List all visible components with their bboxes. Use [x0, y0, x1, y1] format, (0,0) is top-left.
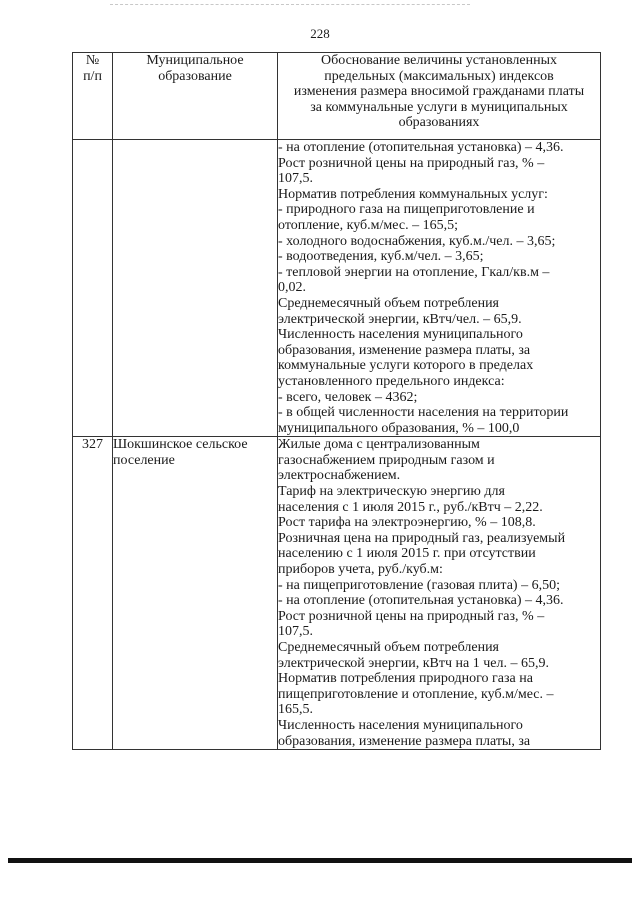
justification-line: населению с 1 июля 2015 г. при отсутствии — [278, 546, 536, 562]
row-justification-cell — [278, 437, 601, 750]
header-municipality-line: Муниципальное — [146, 53, 244, 68]
justification-line: образования, изменение размера платы, за — [278, 342, 531, 358]
header-municipality-cell — [113, 53, 278, 140]
justification-line: Численность населения муниципального — [278, 327, 523, 343]
row-municipality-cell — [113, 140, 278, 437]
bottom-edge-rule — [8, 858, 632, 863]
justification-line: 107,5. — [278, 171, 313, 187]
justification-line: - на отопление (отопительная установка) – 4,36. — [278, 593, 564, 609]
page-number: 228 — [310, 26, 330, 41]
justification-line: 107,5. — [278, 624, 313, 640]
header-number-line: № — [85, 53, 100, 68]
row-justification-cell — [278, 140, 601, 437]
justification-line: 165,5. — [278, 702, 313, 718]
justification-line: Среднемесячный объем потребления — [278, 640, 499, 655]
row-municipality-cell — [113, 437, 278, 750]
justification-line: Норматив потребления природного газа на — [278, 671, 533, 687]
table-row — [73, 437, 601, 750]
row-number-cell: 327 — [73, 437, 113, 750]
justification-line: 0,02. — [278, 280, 306, 296]
justification-line: - всего, человек – 4362; — [278, 389, 418, 405]
justification-line: Среднемесячный объем потребления — [278, 295, 499, 311]
justification-line: - на отопление (отопительная установка) – 4,36. — [278, 140, 564, 155]
header-justification-line: предельных (максимальных) индексов — [324, 68, 554, 84]
row-number-cell — [73, 140, 113, 437]
justification-line: - природного газа на пищеприготовление и — [278, 202, 535, 218]
justification-line: - холодного водоснабжения, куб.м./чел. – 3,65; — [278, 233, 556, 249]
justification-line: электроснабжением. — [278, 468, 401, 484]
justification-line: Розничная цена на природный газ, реализуемый — [278, 530, 566, 546]
justification-line: отопление, куб.м/мес. – 165,5; — [278, 217, 458, 233]
justification-line: Рост тарифа на электроэнергию, % – 108,8. — [278, 515, 536, 531]
justification-line: приборов учета, руб./куб.м: — [278, 562, 443, 578]
justification-line: Численность населения муниципального — [278, 717, 523, 733]
tariff-table — [72, 52, 601, 750]
justification-line: электрической энергии, кВтч на 1 чел. – 65,9. — [278, 655, 549, 671]
table-header-row — [73, 53, 601, 140]
top-edge-rule — [110, 4, 470, 5]
justification-line: Тариф на электрическую энергию для — [278, 484, 505, 500]
justification-line: установленного предельного индекса: — [278, 373, 505, 389]
header-number-line: п/п — [83, 68, 102, 84]
justification-line: муниципального образования, % – 100,0 — [278, 420, 520, 436]
municipality-line: поселение — [113, 452, 175, 468]
justification-line: Рост розничной цены на природный газ, % – — [278, 608, 545, 624]
justification-line: Рост розничной цены на природный газ, % – — [278, 155, 545, 171]
justification-line: Жилые дома с централизованным — [278, 437, 480, 453]
header-justification-line: за коммунальные услуги в муниципальных — [310, 99, 568, 115]
justification-line: электрической энергии, кВтч/чел. – 65,9. — [278, 311, 522, 327]
justification-line: пищеприготовление и отопление, куб.м/мес. – — [278, 686, 554, 702]
header-justification-line: изменения размера вносимой гражданами платы — [293, 84, 585, 100]
justification-line: - в общей численности населения на территории — [278, 405, 569, 421]
justification-line: Норматив потребления коммунальных услуг: — [278, 186, 548, 202]
justification-line: образования, изменение размера платы, за — [278, 733, 531, 749]
justification-line: газоснабжением природным газом и — [278, 452, 495, 468]
header-justification-cell — [278, 53, 601, 140]
header-number-cell — [73, 53, 113, 140]
justification-line: - водоотведения, куб.м/чел. – 3,65; — [278, 249, 484, 265]
justification-line: - тепловой энергии на отопление, Гкал/кв.м – — [278, 264, 550, 280]
justification-line: - на пищеприготовление (газовая плита) – 6,50; — [278, 577, 560, 593]
justification-line: населения с 1 июля 2015 г., руб./кВтч – 2,22. — [278, 499, 543, 515]
header-municipality-line: образование — [158, 68, 232, 84]
table-row — [73, 140, 601, 437]
justification-line: коммунальные услуги которого в пределах — [278, 358, 534, 374]
header-justification-line: Обоснование величины установленных — [320, 53, 557, 68]
municipality-line: Шокшинское сельское — [113, 437, 248, 453]
header-justification-line: образованиях — [398, 115, 480, 131]
